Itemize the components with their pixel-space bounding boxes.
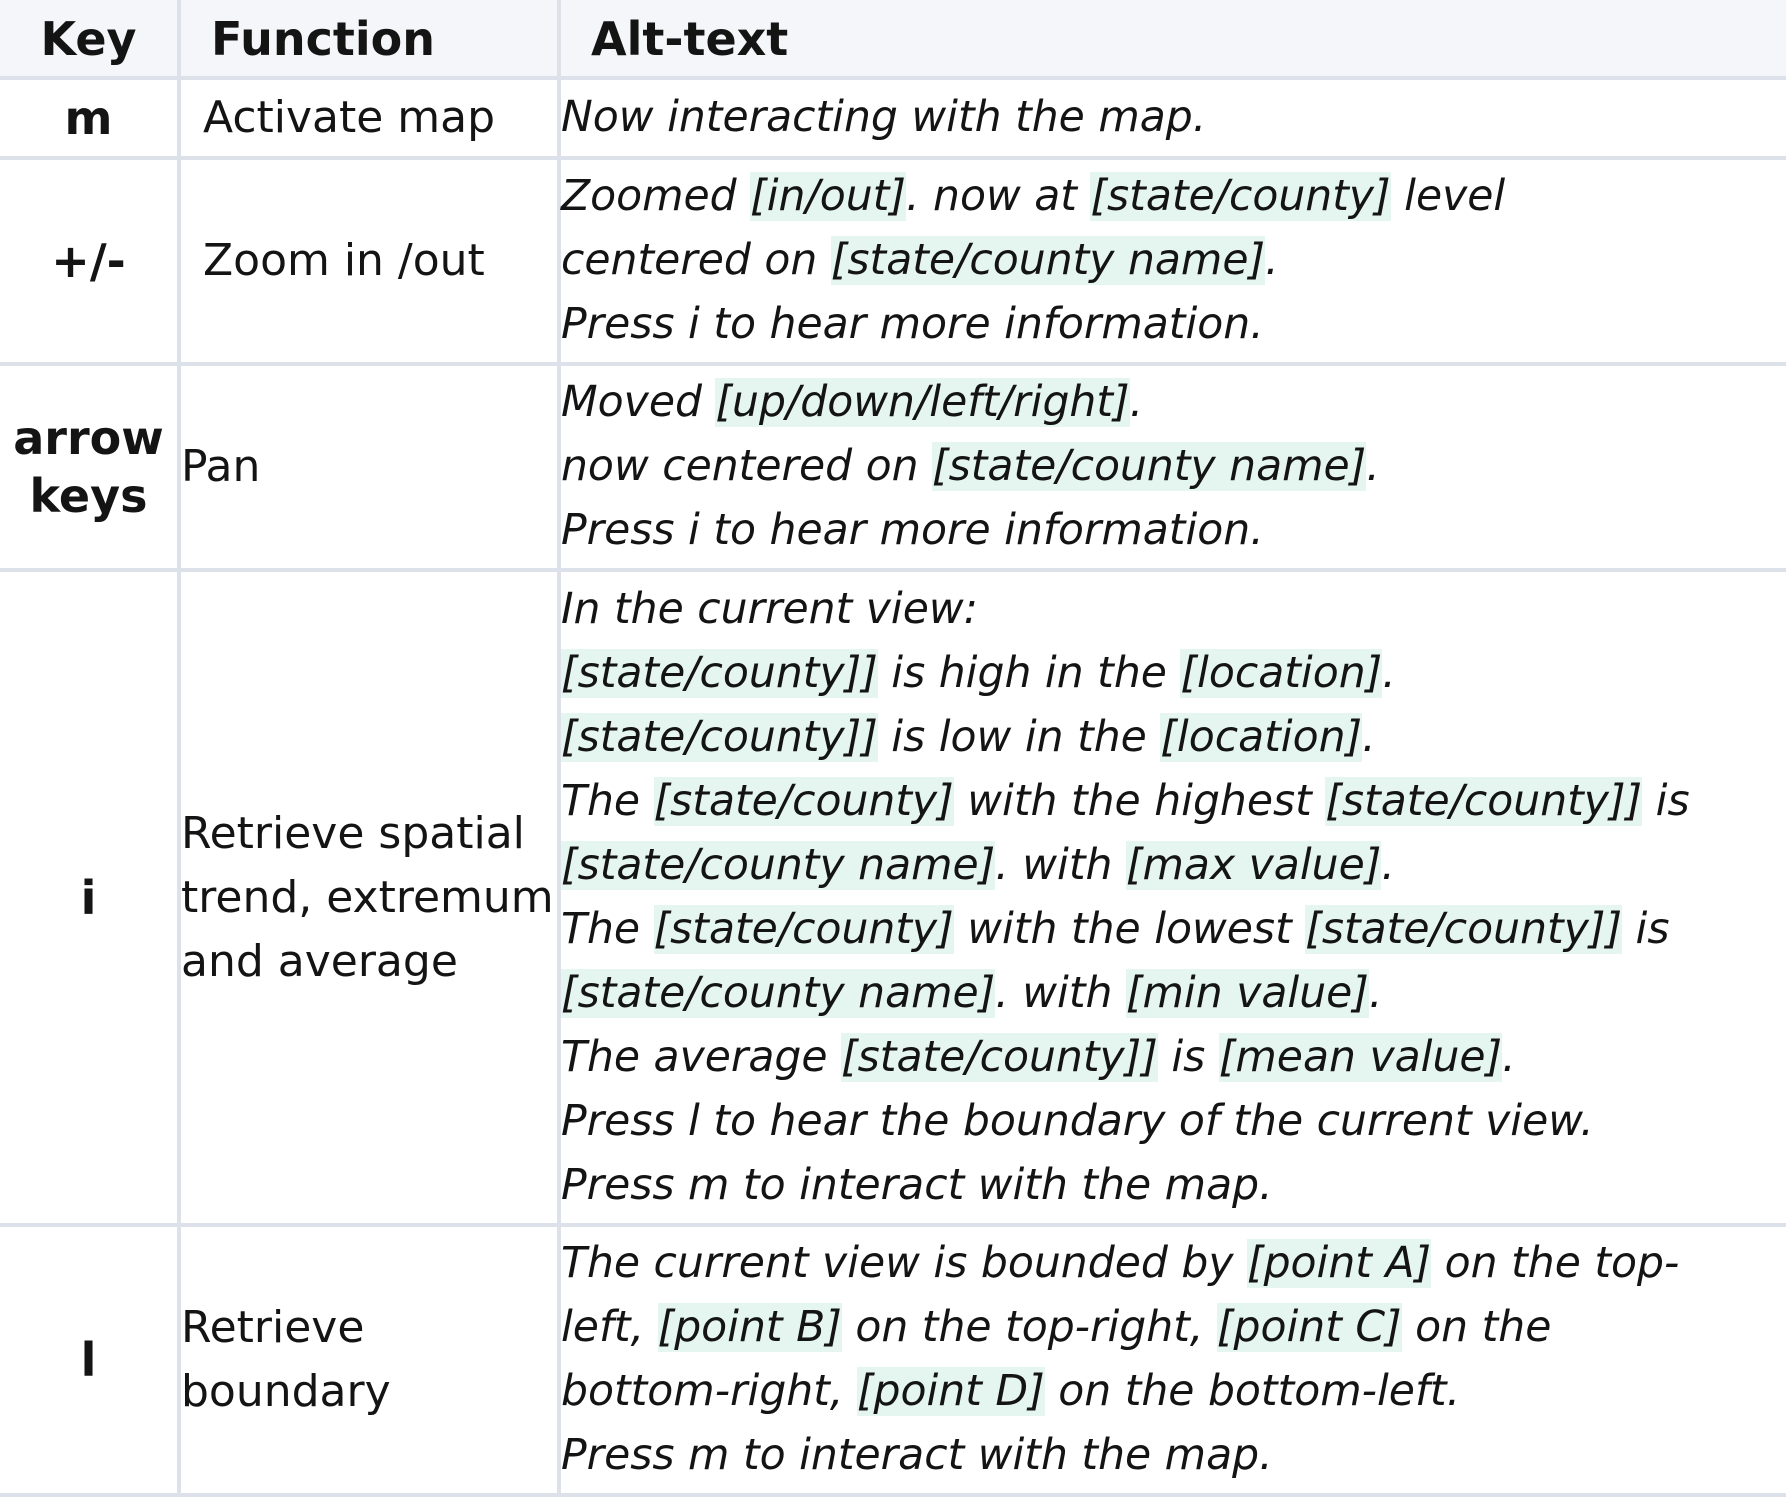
header-function: Function [179, 0, 559, 78]
alt-text-cell [559, 364, 1786, 570]
alt-text-fragment: The current view is bounded by [561, 1239, 1247, 1288]
alt-text-fragment: The [561, 904, 654, 954]
alt-text-line [561, 435, 1786, 499]
key-cell: arrow keys [0, 364, 179, 570]
alt-text-fragment: Press i to hear more information. [561, 506, 1264, 555]
placeholder-token: [mean value] [1218, 1032, 1503, 1082]
alt-text-fragment: The [561, 776, 654, 826]
alt-text-fragment: The average [561, 1032, 842, 1082]
placeholder-token: [point D] [856, 1367, 1045, 1416]
alt-text-line [561, 962, 1786, 1026]
table-row [0, 364, 1786, 570]
placeholder-token: [state/county]] [561, 648, 878, 698]
alt-text-fragment: with the lowest [953, 904, 1306, 954]
alt-text-fragment: Zoomed [561, 172, 751, 221]
alt-text-line [561, 1232, 1786, 1296]
alt-text-fragment: Press m to interact with the map. [561, 1431, 1273, 1480]
alt-text-fragment: centered on [561, 236, 831, 285]
alt-text-line [561, 770, 1786, 834]
alt-text-line [561, 1090, 1786, 1154]
table-row [0, 158, 1786, 364]
alt-text-fragment: . [1366, 442, 1380, 491]
function-cell: Activate map [179, 78, 559, 158]
alt-text-line [561, 165, 1786, 229]
key-cell: l [0, 1225, 179, 1495]
function-cell: Pan [179, 364, 559, 570]
alt-text-fragment: now centered on [561, 442, 933, 491]
alt-text-line [561, 371, 1786, 435]
key-cell: i [0, 570, 179, 1225]
alt-text-cell [559, 570, 1786, 1225]
table-row [0, 1225, 1786, 1495]
alt-text-fragment: Press m to interact with the map. [561, 1160, 1273, 1210]
header-key: Key [0, 0, 179, 78]
placeholder-token: [state/county name] [932, 442, 1367, 491]
placeholder-token: [min value] [1125, 968, 1369, 1018]
alt-text-fragment: with the highest [953, 776, 1326, 826]
alt-text-fragment: left, [561, 1303, 658, 1352]
table-row [0, 570, 1786, 1225]
alt-text-line [561, 642, 1786, 706]
alt-text-line [561, 1424, 1786, 1488]
table-row [0, 78, 1786, 158]
placeholder-token: [location] [1160, 712, 1363, 762]
alt-text-cell [559, 158, 1786, 364]
alt-text-line [561, 706, 1786, 770]
alt-text-fragment: Press l to hear the boundary of the current view. [561, 1096, 1594, 1146]
alt-text-fragment: level [1390, 172, 1506, 221]
key-cell: +/- [0, 158, 179, 364]
alt-text-fragment: Now interacting with the map. [561, 93, 1207, 142]
alt-text-fragment: . now at [905, 172, 1091, 221]
alt-text-fragment: . [1381, 840, 1395, 890]
alt-text-fragment: bottom-right, [561, 1367, 857, 1416]
placeholder-token: [in/out] [750, 172, 906, 221]
alt-text-fragment: . [1368, 968, 1383, 1018]
alt-text-line [561, 499, 1786, 563]
alt-text-fragment: is low in the [877, 712, 1161, 762]
placeholder-token: [max value] [1125, 840, 1382, 890]
alt-text-fragment: Moved [561, 378, 716, 427]
alt-text-fragment: . with [995, 968, 1126, 1018]
alt-text-line [561, 578, 1786, 642]
alt-text-fragment: In the current view: [561, 584, 978, 634]
header-row [0, 0, 1786, 78]
alt-text-fragment: on the top- [1431, 1239, 1680, 1288]
alt-text-line [561, 1154, 1786, 1218]
function-cell: Retrieve boundary [179, 1225, 559, 1495]
alt-text-fragment: on the top-right, [841, 1303, 1217, 1352]
alt-text-fragment: . [1129, 378, 1144, 427]
alt-text-fragment: Press i to hear more information. [561, 300, 1264, 349]
placeholder-token: [point A] [1247, 1239, 1432, 1288]
alt-text-line [561, 1296, 1786, 1360]
placeholder-token: [state/county name] [830, 236, 1266, 285]
placeholder-token: [state/county name] [561, 840, 996, 890]
placeholder-token: [state/county]] [1305, 904, 1623, 954]
placeholder-token: [location] [1180, 648, 1383, 698]
alt-text-fragment: on the [1401, 1303, 1552, 1352]
alt-text-fragment: . [1362, 712, 1376, 762]
alt-text-line [561, 229, 1786, 293]
placeholder-token: [state/county] [653, 776, 954, 826]
header-alt-text: Alt-text [559, 0, 1786, 78]
placeholder-token: [up/down/left/right] [715, 378, 1130, 427]
placeholder-token: [point C] [1216, 1303, 1402, 1352]
alt-text-cell [559, 1225, 1786, 1495]
placeholder-token: [state/county]] [1325, 776, 1643, 826]
alt-text-line [561, 1360, 1786, 1424]
function-cell: Zoom in /out [179, 158, 559, 364]
placeholder-token: [state/county name] [561, 968, 996, 1018]
alt-text-fragment: . with [995, 840, 1126, 890]
alt-text-fragment: is [1622, 904, 1670, 954]
key-cell: m [0, 78, 179, 158]
placeholder-token: [state/county]] [841, 1032, 1158, 1082]
alt-text-fragment: . [1382, 648, 1396, 698]
placeholder-token: [state/county] [1090, 172, 1391, 221]
alt-text-line [561, 1026, 1786, 1090]
alt-text-fragment: . [1502, 1032, 1516, 1082]
placeholder-token: [state/county]] [561, 712, 878, 762]
alt-text-line [561, 898, 1786, 962]
alt-text-fragment: . [1265, 236, 1279, 285]
alt-text-fragment: is [1157, 1032, 1219, 1082]
placeholder-token: [state/county] [653, 904, 954, 954]
alt-text-line [561, 293, 1786, 357]
alt-text-fragment: is [1642, 776, 1690, 826]
alt-text-fragment: is high in the [877, 648, 1181, 698]
alt-text-line [561, 86, 1786, 150]
alt-text-line [561, 834, 1786, 898]
placeholder-token: [point B] [657, 1303, 842, 1352]
function-cell: Retrieve spatial trend, extremum and average [179, 570, 559, 1225]
alt-text-fragment: on the bottom-left. [1044, 1367, 1461, 1416]
alt-text-cell [559, 78, 1786, 158]
